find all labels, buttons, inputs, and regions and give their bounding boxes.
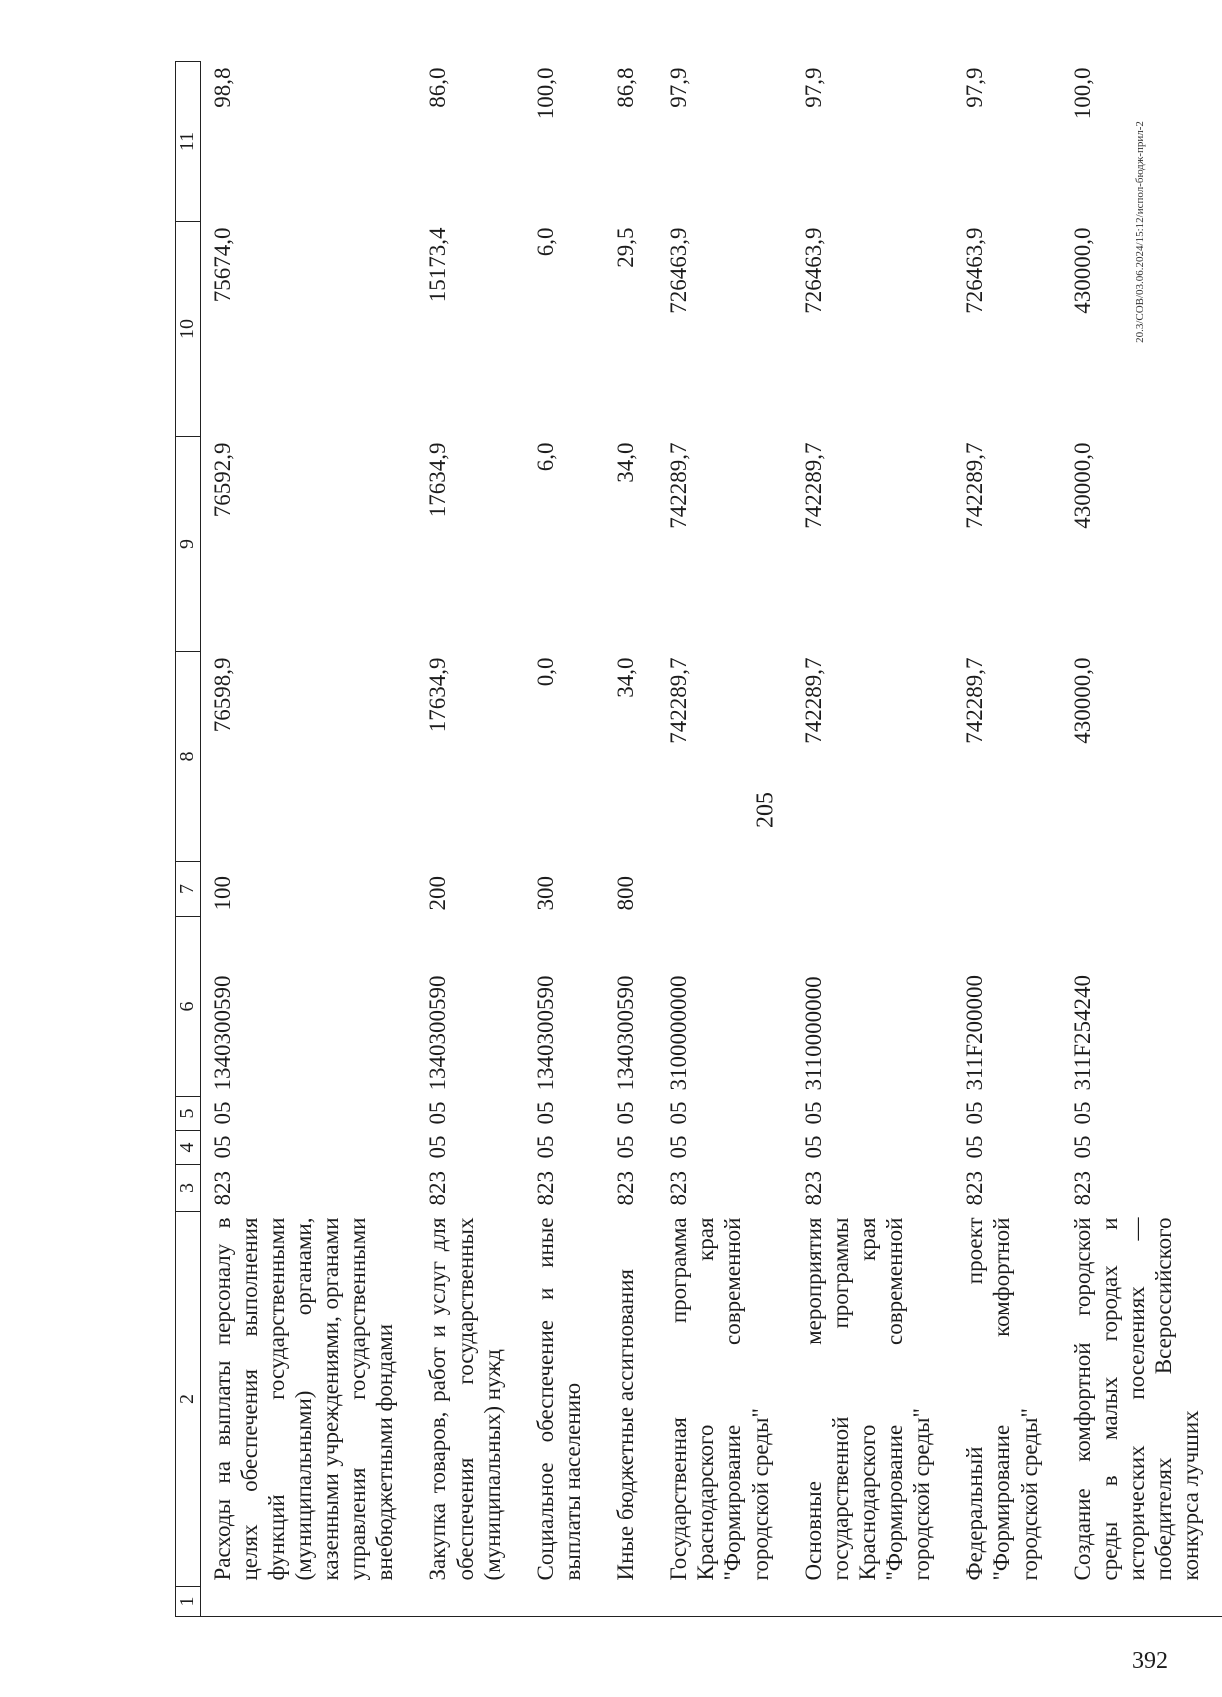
cell-col10: 15173,4 — [425, 227, 451, 303]
col-header: 4 — [176, 1131, 201, 1165]
cell-col11: 98,8 — [209, 67, 235, 108]
cell-col11: 100,0 — [1069, 67, 1095, 120]
cell-section: 05 — [800, 1135, 826, 1159]
cell-col11: 97,9 — [962, 67, 988, 108]
cell-section: 05 — [425, 1135, 451, 1159]
cell-section: 05 — [962, 1135, 988, 1159]
cell-index — [604, 1587, 657, 1617]
cell-ministry: 823 — [962, 1171, 988, 1206]
cell-ministry: 823 — [209, 1171, 235, 1206]
cell-col8: 76598,9 — [209, 657, 235, 733]
cell-col8: 430000,0 — [1069, 657, 1095, 744]
cell-col10: 6,0 — [532, 227, 558, 257]
cell-col10: 726463,9 — [666, 227, 692, 314]
cell-description: Государственная программа Краснодарского края "Формирование современной городской среды" — [666, 1217, 773, 1581]
cell-target-article: 1340300590 — [613, 975, 639, 1091]
cell-col10: 726463,9 — [800, 227, 826, 314]
cell-section: 05 — [666, 1135, 692, 1159]
cell-expense-type: 100 — [209, 876, 235, 911]
col-header: 7 — [176, 862, 201, 917]
cell-col8: 742289,7 — [800, 657, 826, 744]
cell-col10: 29,5 — [613, 227, 639, 268]
col-header: 11 — [176, 62, 201, 222]
col-header: 8 — [176, 652, 201, 862]
cell-ministry: 823 — [1069, 1171, 1095, 1206]
cell-description: Создание комфортной городской среды в малых городах и исторических поселениях — победителях Всероссийского конкурса лучших — [1069, 1217, 1204, 1581]
cell-col11: 97,9 — [800, 67, 826, 108]
col-header: 10 — [176, 222, 201, 437]
page-number-bottom: 392 — [1132, 1648, 1168, 1674]
cell-target-article: 3100000000 — [666, 975, 692, 1091]
cell-col11: 97,9 — [666, 67, 692, 108]
table-row — [792, 62, 954, 1617]
cell-expense-type — [657, 862, 792, 917]
cell-col11: 86,0 — [425, 67, 451, 108]
cell-target-article: 1340300590 — [209, 975, 235, 1091]
cell-col8: 34,0 — [613, 657, 639, 698]
col-header: 3 — [176, 1165, 201, 1212]
cell-target-article: 311F254240 — [1069, 975, 1095, 1091]
cell-subsection: 05 — [209, 1101, 235, 1125]
cell-subsection: 05 — [666, 1101, 692, 1125]
col-header: 2 — [176, 1212, 201, 1587]
cell-col8: 17634,9 — [425, 657, 451, 733]
cell-col9: 6,0 — [532, 442, 558, 472]
table-row — [953, 62, 1060, 1617]
cell-col10: 726463,9 — [962, 227, 988, 314]
cell-col8: 742289,7 — [666, 657, 692, 744]
cell-section: 05 — [1069, 1135, 1095, 1159]
cell-index — [200, 1587, 416, 1617]
cell-ministry: 823 — [425, 1171, 451, 1206]
cell-section: 05 — [613, 1135, 639, 1159]
table-row — [657, 62, 792, 1617]
cell-subsection: 05 — [425, 1101, 451, 1125]
cell-subsection: 05 — [962, 1101, 988, 1125]
cell-index — [1061, 1587, 1222, 1617]
cell-expense-type — [792, 862, 954, 917]
cell-subsection: 05 — [1069, 1101, 1095, 1125]
cell-col9: 742289,7 — [962, 442, 988, 529]
cell-expense-type: 300 — [532, 876, 558, 911]
cell-description: Федеральный проект "Формирование комфортной городской среды" — [962, 1217, 1042, 1581]
cell-col10: 430000,0 — [1069, 227, 1095, 314]
cell-description: Иные бюджетные ассигнования — [613, 1269, 639, 1581]
document-stamp-text: 20.3/СОВ/03.06.2024/15:12/испол-бюдж-прил-2 — [1134, 121, 1146, 343]
table-row — [416, 62, 523, 1617]
cell-ministry: 823 — [613, 1171, 639, 1206]
cell-index — [953, 1587, 1060, 1617]
col-header: 5 — [176, 1097, 201, 1131]
cell-ministry: 823 — [800, 1171, 826, 1206]
cell-target-article: 3110000000 — [800, 976, 826, 1091]
cell-col11: 100,0 — [532, 67, 558, 120]
cell-col9: 76592,9 — [209, 442, 235, 518]
cell-index — [792, 1587, 954, 1617]
table-header-row — [176, 62, 201, 1617]
cell-col9: 430000,0 — [1069, 442, 1095, 529]
cell-col9: 742289,7 — [800, 442, 826, 529]
cell-description: Социальное обеспечение и иные выплаты населению — [532, 1217, 585, 1581]
page-number-top-text: 205 — [752, 792, 779, 828]
cell-expense-type — [953, 862, 1060, 917]
cell-expense-type: 200 — [425, 876, 451, 911]
cell-section: 05 — [532, 1135, 558, 1159]
table-row — [524, 62, 604, 1617]
cell-col9: 17634,9 — [425, 442, 451, 518]
cell-subsection: 05 — [613, 1101, 639, 1125]
cell-col8: 0,0 — [532, 657, 558, 687]
cell-index — [657, 1587, 792, 1617]
table-row — [1061, 62, 1222, 1617]
cell-description: Закупка товаров, работ и услуг для обеспечения государственных (муниципальных) нужд — [425, 1217, 505, 1581]
cell-target-article: 311F200000 — [962, 975, 988, 1091]
col-header: 9 — [176, 437, 201, 652]
cell-expense-type — [1061, 862, 1222, 917]
cell-target-article: 1340300590 — [532, 975, 558, 1091]
cell-subsection: 05 — [532, 1101, 558, 1125]
cell-section: 05 — [209, 1135, 235, 1159]
budget-table — [175, 61, 1222, 1617]
cell-ministry: 823 — [666, 1171, 692, 1206]
cell-col11: 86,8 — [613, 67, 639, 108]
cell-description: Расходы на выплаты персоналу в целях обеспечения выполнения функций государственными (муниципальными) органами, казенными учреждениями, органами управления государственными внебюджетными фондами — [209, 1217, 398, 1581]
cell-col9: 34,0 — [613, 442, 639, 483]
cell-index — [524, 1587, 604, 1617]
table-row — [604, 62, 657, 1617]
cell-index — [416, 1587, 523, 1617]
cell-col8: 742289,7 — [962, 657, 988, 744]
cell-col9: 742289,7 — [666, 442, 692, 529]
col-header: 6 — [176, 917, 201, 1097]
table-row — [200, 62, 416, 1617]
cell-target-article: 1340300590 — [425, 975, 451, 1091]
cell-description: Основные мероприятия государственной программы Краснодарского края "Формирование современной городской среды" — [800, 1217, 935, 1581]
cell-expense-type: 800 — [613, 876, 639, 911]
cell-ministry: 823 — [532, 1171, 558, 1206]
cell-subsection: 05 — [800, 1101, 826, 1125]
cell-col10: 75674,0 — [209, 227, 235, 303]
col-header: 1 — [176, 1587, 201, 1617]
